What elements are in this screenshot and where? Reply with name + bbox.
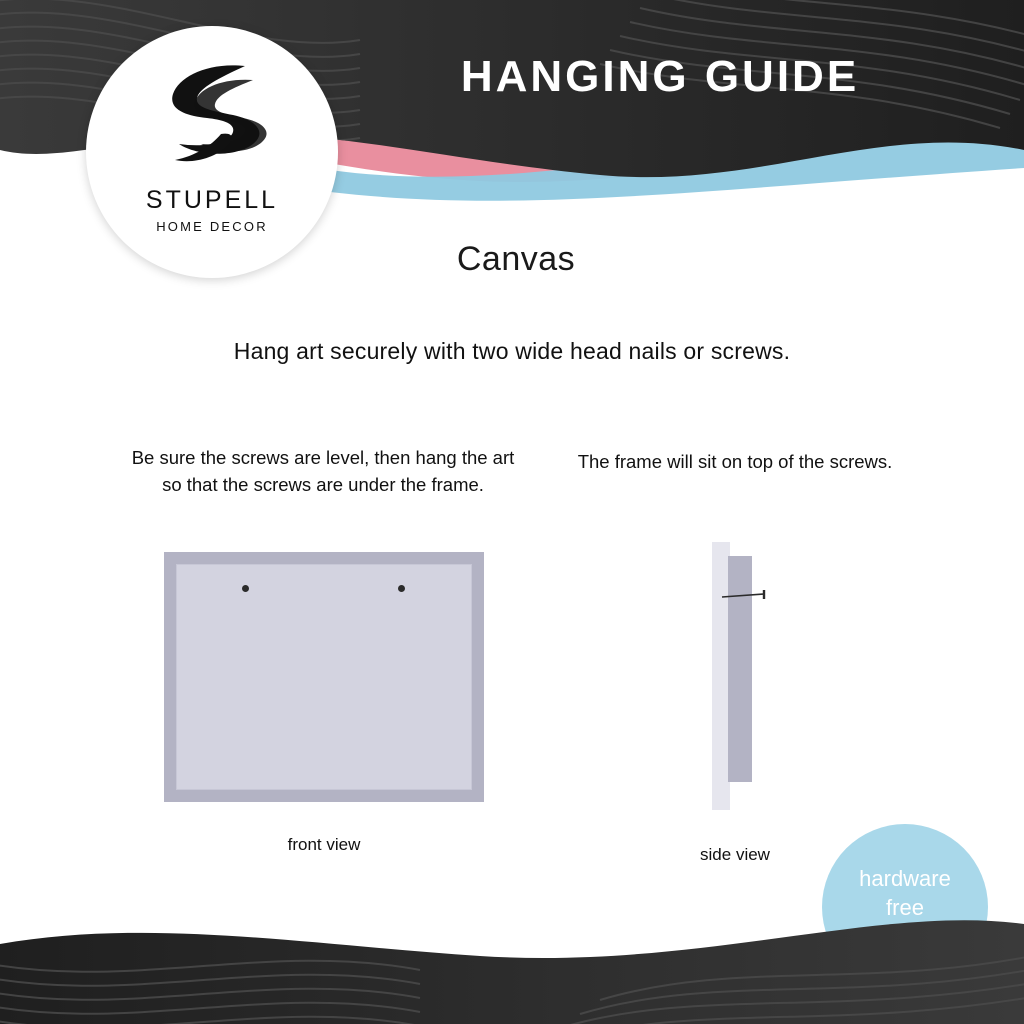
badge-line-2: free xyxy=(886,894,924,920)
side-view-caption: The frame will sit on top of the screws. xyxy=(577,451,893,472)
front-view-caption: Be sure the screws are level, then hang the art so that the screws are under the frame. xyxy=(131,447,515,495)
page-title: HANGING GUIDE xyxy=(460,52,860,101)
bottom-decorative-band xyxy=(0,900,1024,1024)
side-view-column xyxy=(570,448,900,475)
brand-subtitle: HOME DECOR xyxy=(156,219,268,234)
front-canvas-face xyxy=(176,564,472,790)
stupell-swoosh-logo-icon xyxy=(149,60,275,172)
front-view-label: front view xyxy=(287,835,361,854)
badge-line-1: hardware xyxy=(859,865,951,891)
side-view-label: side view xyxy=(700,845,770,864)
screw-profile-icon xyxy=(720,590,770,600)
screw-dot-right-icon xyxy=(398,585,405,592)
screw-dot-left-icon xyxy=(242,585,249,592)
front-view-column xyxy=(120,444,526,498)
instruction-lede: Hang art securely with two wide head nails or screws. xyxy=(233,338,791,364)
side-view-diagram xyxy=(700,542,786,812)
front-view-diagram xyxy=(164,552,484,802)
product-type-heading: Canvas xyxy=(456,240,576,278)
brand-logo-badge xyxy=(86,26,338,278)
brand-name: STUPELL xyxy=(145,186,279,214)
